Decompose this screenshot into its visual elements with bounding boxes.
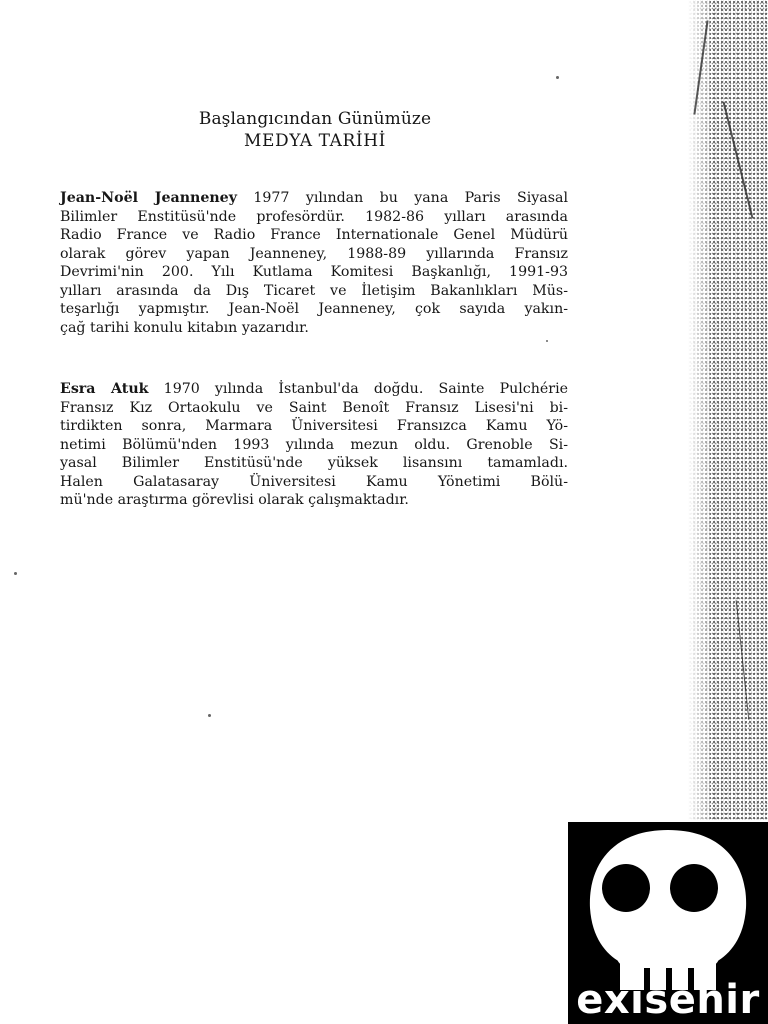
watermark-logo — [568, 822, 768, 1024]
translator-name: Esra Atuk — [60, 381, 149, 397]
bio-line: çağ tarihi konulu kitabın yazarıdır. — [60, 319, 309, 336]
bio-line: yasal Bilimler Enstitüsü'nde yüksek lisansını tamamladı. — [60, 455, 568, 471]
bio-line: Devrimi'nin 200. Yılı Kutlama Komitesi Başkanlığı, 1991-93 — [60, 264, 568, 280]
bio-line: Radio France ve Radio France Internationale Genel Müdürü — [60, 227, 568, 243]
bio-line: Esra Atuk 1970 yılında İstanbul'da doğdu. Sainte Pulchérie — [60, 381, 568, 397]
bio-line: olarak görev yapan Jeanneney, 1988-89 yıllarında Fransız — [60, 245, 568, 262]
bio-line: teşarlığı yapmıştır. Jean-Noël Jeanneney, çok sayıda yakın- — [60, 301, 568, 317]
bio-line: Bilimler Enstitüsü'nde profesördür. 1982-86 yılları arasında — [60, 208, 568, 225]
book-subtitle: Başlangıcından Günümüze — [198, 109, 432, 129]
dust-speck — [14, 572, 17, 575]
bio-line: Halen Galatasaray Üniversitesi Kamu Yönetimi Bölü- — [60, 473, 568, 490]
bio-line: Jean-Noël Jeanneney 1977 yılından bu yana Paris Siyasal — [60, 190, 568, 206]
translator-bio — [60, 380, 568, 510]
watermark-text: exisehir — [576, 977, 760, 1023]
author-name: Jean-Noël Jeanneney — [60, 190, 237, 206]
bio-line: mü'nde araştırma görevlisi olarak çalışmaktadır. — [60, 492, 409, 508]
dust-speck — [208, 714, 211, 717]
bio-line: Fransız Kız Ortaokulu ve Saint Benoît Fransız Lisesi'ni bi- — [60, 399, 568, 416]
bio-line: netimi Bölümü'nden 1993 yılında mezun oldu. Grenoble Si- — [60, 436, 568, 453]
bio-line: tirdikten sonra, Marmara Üniversitesi Fransızca Kamu Yö- — [60, 418, 568, 434]
dust-speck — [546, 340, 548, 342]
book-title: MEDYA TARİHİ — [244, 131, 386, 151]
title-block — [120, 108, 510, 152]
bio-line: yılları arasında da Dış Ticaret ve İletişim Bakanlıkları Müs- — [60, 282, 568, 299]
author-bio — [60, 189, 568, 337]
dust-speck — [556, 76, 559, 79]
